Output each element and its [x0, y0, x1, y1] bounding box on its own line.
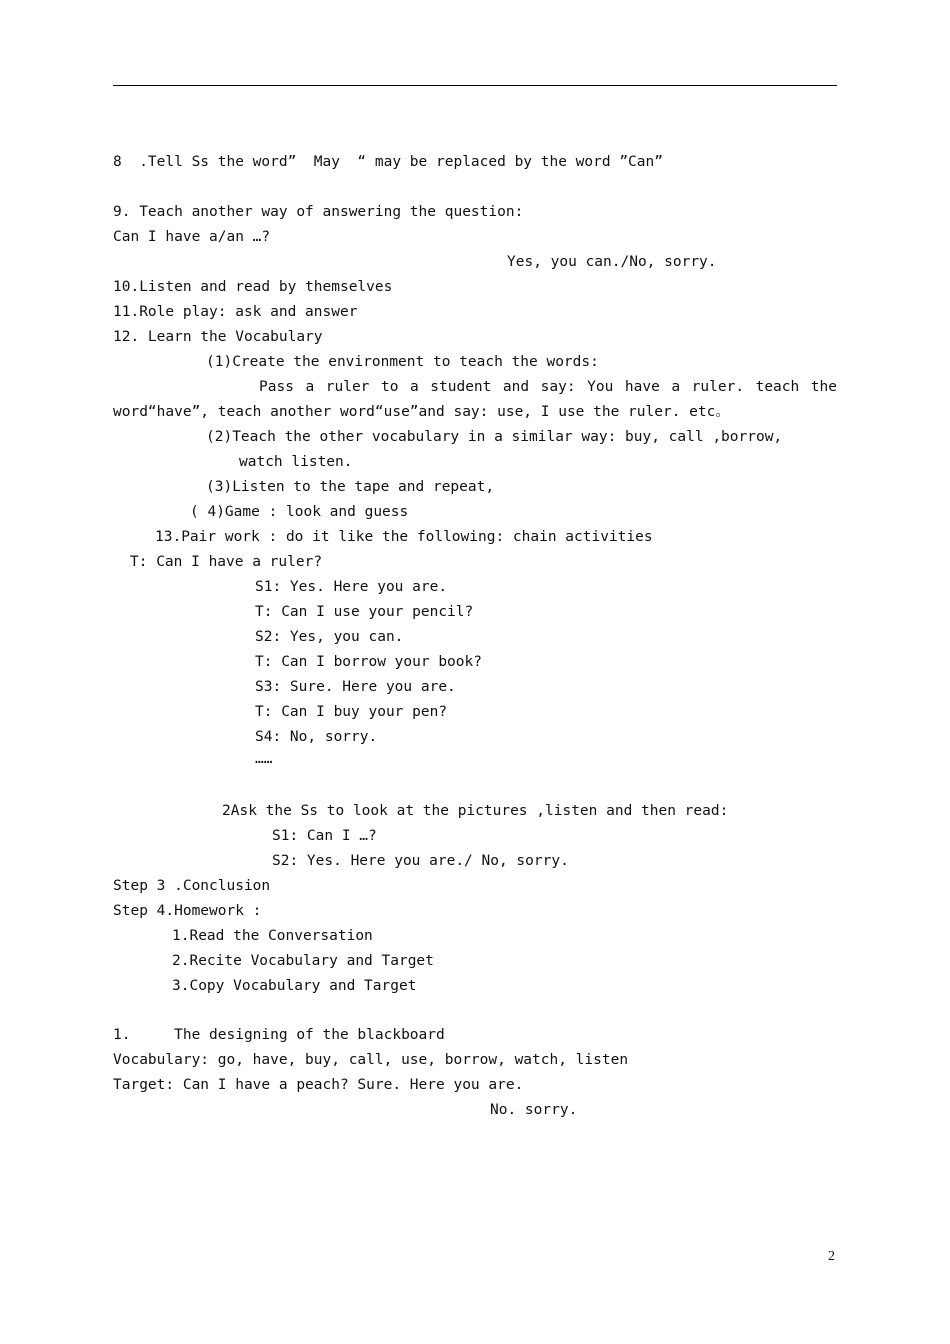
sub-step-3: (3)Listen to the tape and repeat,: [206, 479, 495, 495]
dialog-line-s2: S2: Yes, you can.: [255, 629, 404, 645]
step-11-line: 11.Role play: ask and answer: [113, 304, 358, 320]
sub-step-4: ( 4)Game : look and guess: [190, 504, 409, 520]
blackboard-heading: 1. The designing of the blackboard: [113, 1027, 445, 1043]
dialog-line-t4: T: Can I buy your pen?: [255, 704, 448, 720]
blackboard-vocabulary: Vocabulary: go, have, buy, call, use, borrow, watch, listen: [113, 1052, 629, 1068]
step-12-line: 12. Learn the Vocabulary: [113, 329, 323, 345]
dialog-line-t1: T: Can I have a ruler?: [130, 554, 323, 570]
step-9-line: 9. Teach another way of answering the question:: [113, 204, 524, 220]
sub-step-1-detail: Pass a ruler to a student and say: You have a ruler. teach the: [259, 379, 837, 395]
dialog-line-s3: S3: Sure. Here you are.: [255, 679, 456, 695]
step-13-line: 13.Pair work : do it like the following: chain activities: [155, 529, 653, 545]
sub-step-1-detail-cont: word“have”, teach another word“use”and say: use, I use the ruler. etc。: [113, 404, 730, 420]
homework-item-2: 2.Recite Vocabulary and Target: [172, 953, 434, 969]
dialog-line-s4: S4: No, sorry.: [255, 729, 378, 745]
homework-item-3: 3.Copy Vocabulary and Target: [172, 978, 417, 994]
dialog-line-s1: S1: Yes. Here you are.: [255, 579, 448, 595]
step-2ask-line: 2Ask the Ss to look at the pictures ,listen and then read:: [222, 803, 729, 819]
blackboard-target-alt: No. sorry.: [490, 1102, 578, 1118]
question-pattern: Can I have a/an …?: [113, 229, 271, 245]
pattern-s2: S2: Yes. Here you are./ No, sorry.: [272, 853, 569, 869]
sub-step-1: (1)Create the environment to teach the words:: [206, 354, 599, 370]
dialog-line-t3: T: Can I borrow your book?: [255, 654, 482, 670]
blackboard-target: Target: Can I have a peach? Sure. Here you are.: [113, 1077, 524, 1093]
step-4-homework: Step 4.Homework :: [113, 903, 262, 919]
homework-item-1: 1.Read the Conversation: [172, 928, 373, 944]
page-number: 2: [828, 1249, 835, 1264]
sub-step-2: (2)Teach the other vocabulary in a similar way: buy, call ,borrow,: [206, 429, 783, 445]
answer-pattern: Yes, you can./No, sorry.: [507, 254, 717, 270]
pattern-s1: S1: Can I …?: [272, 828, 377, 844]
header-rule: [113, 85, 837, 86]
step-10-line: 10.Listen and read by themselves: [113, 279, 393, 295]
step-8-line: 8 .Tell Ss the word” May “ may be replaced by the word ”Can”: [113, 154, 663, 170]
step-3-conclusion: Step 3 .Conclusion: [113, 878, 271, 894]
dialog-line-t2: T: Can I use your pencil?: [255, 604, 474, 620]
dialog-ellipsis: ……: [255, 751, 273, 767]
sub-step-2-cont: watch listen.: [239, 454, 353, 470]
